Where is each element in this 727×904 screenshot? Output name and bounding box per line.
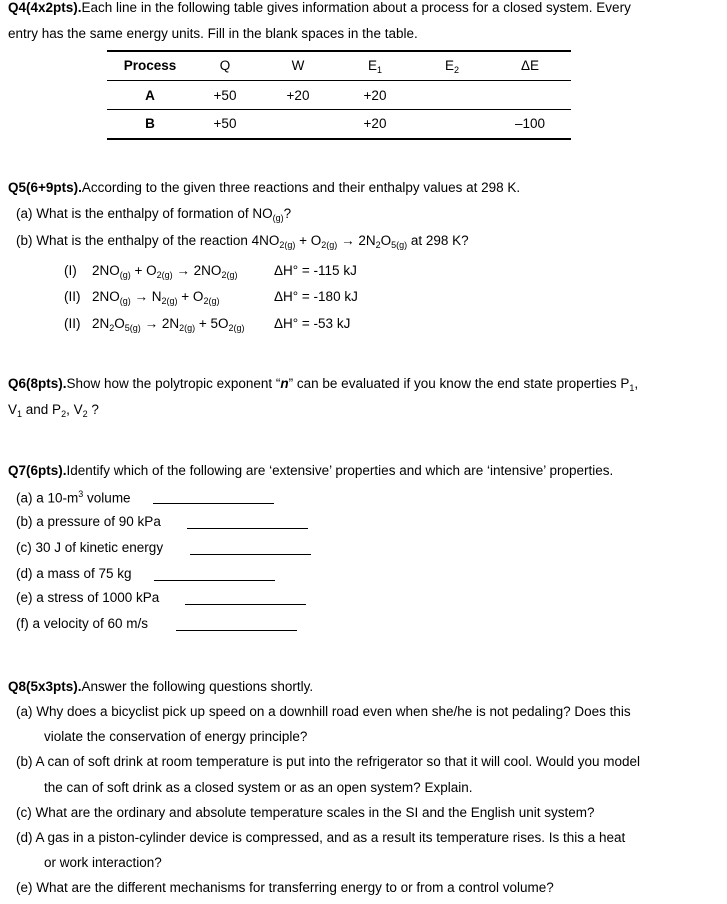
q4-heading: Q4(4x2pts). — [8, 0, 82, 15]
q8-c-line1: (c) What are the ordinary and absolute temperature scales in the SI and the English unit system? — [16, 805, 595, 820]
cell-process: B — [145, 116, 155, 131]
q8-intro — [8, 679, 313, 694]
q8-heading: Q8(5x3pts). — [8, 679, 82, 694]
q8-a-line2: violate the conservation of energy principle? — [44, 729, 308, 744]
header-e2: $E_2$ — [444, 58, 460, 75]
q4-text-line2: entry has the same energy units. Fill in the blank spaces in the table. — [8, 26, 418, 41]
answer-blank[interactable] — [154, 580, 275, 581]
q4-line1 — [8, 0, 631, 15]
reaction-equation: $2N_2O_{5(g)} \to 2N_{2(g)} + 5O_{2(g)}$ — [92, 316, 245, 333]
answer-blank[interactable] — [190, 554, 311, 555]
q8-d-line2: or work interaction? — [44, 855, 162, 870]
answer-blank[interactable] — [176, 630, 297, 631]
q4-text-line1: Each line in the following table gives information about a process for a closed system. Every — [81, 0, 631, 15]
list-item: (a) a $10-m^3$ volume — [16, 489, 131, 506]
q6-line2: $V_1$ and $P_2$, $V_2$ ? — [8, 402, 99, 419]
header-delta-e: ΔE — [520, 58, 540, 73]
q6-line1: Q6(8pts).Show how the polytropic exponent “n” can be evaluated if you know the end state properties $P_1$, — [8, 376, 639, 393]
q8-text: Answer the following questions shortly. — [81, 679, 314, 694]
reaction-equation: $2NO_{(g)} + O_{2(g)} \to 2NO_{2(g)}$ — [92, 263, 238, 280]
cell-e1: +20 — [363, 116, 387, 131]
cell-w: +20 — [286, 88, 310, 103]
q8-b-line1: (b) A can of soft drink at room temperature is put into the refrigerator so that it will cool. Would you model — [16, 754, 641, 769]
header-process: Process — [123, 58, 177, 73]
table-row-rule — [107, 109, 571, 110]
reaction-number: (II) — [64, 316, 81, 331]
q5-text: According to the given three reactions and their enthalpy values at 298 K. — [81, 180, 521, 195]
answer-blank[interactable] — [185, 604, 306, 605]
cell-q: +50 — [213, 88, 237, 103]
table-bottom-rule — [107, 138, 571, 140]
q8-e-line1: (e) What are the different mechanisms for transferring energy to or from a control volume? — [16, 880, 554, 895]
reaction-number: (I) — [64, 263, 77, 278]
q8-d-line1: (d) A gas in a piston-cylinder device is compressed, and as a result its temperature rises. Is this a heat — [16, 830, 626, 845]
list-item: (f) a velocity of 60 m/s — [16, 616, 149, 631]
reaction-enthalpy: ΔH° = -53 kJ — [274, 316, 351, 331]
q7-intro — [8, 463, 613, 478]
reaction-enthalpy: ΔH° = -115 kJ — [274, 263, 357, 278]
reaction-enthalpy: ΔH° = -180 kJ — [274, 289, 358, 304]
q6-heading: Q6(8pts). — [8, 376, 67, 391]
list-item: (c) 30 J of kinetic energy — [16, 540, 164, 555]
cell-e1: +20 — [363, 88, 387, 103]
table-header-rule — [107, 80, 571, 81]
reaction-equation: $2NO_{(g)} \to N_{2(g)} + O_{2(g)}$ — [92, 289, 220, 306]
answer-blank[interactable] — [187, 528, 308, 529]
q8-a-line1: (a) Why does a bicyclist pick up speed on a downhill road even when she/he is not pedaling? Does this — [16, 704, 631, 719]
q7-heading: Q7(6pts). — [8, 463, 67, 478]
q5-part-a: (a) What is the enthalpy of formation of $NO_{(g)}$? — [16, 206, 292, 223]
q5-heading: Q5(6+9pts). — [8, 180, 82, 195]
q7-text: Identify which of the following are ‘extensive’ properties and which are ‘intensive’ properties. — [66, 463, 614, 478]
q5-intro — [8, 180, 520, 195]
header-w: W — [291, 58, 305, 73]
list-item: (b) a pressure of 90 kPa — [16, 514, 161, 529]
cell-q: +50 — [213, 116, 237, 131]
reaction-number: (II) — [64, 289, 81, 304]
q5-part-b: (b) What is the enthalpy of the reaction $4NO_{2(g)} + O_{2(g)} \to 2N_2O_{5(g)}$ at 298 K? — [16, 233, 469, 250]
list-item: (e) a stress of 1000 kPa — [16, 590, 160, 605]
header-q: Q — [219, 58, 231, 73]
header-e1: $E_1$ — [367, 58, 383, 75]
answer-blank[interactable] — [153, 503, 274, 504]
table-top-rule — [107, 50, 571, 52]
q8-b-line2: the can of soft drink as a closed system or as an open system? Explain. — [44, 780, 473, 795]
list-item: (d) a mass of 75 kg — [16, 566, 132, 581]
cell-process: A — [145, 88, 155, 103]
cell-delta-e: –100 — [514, 116, 546, 131]
